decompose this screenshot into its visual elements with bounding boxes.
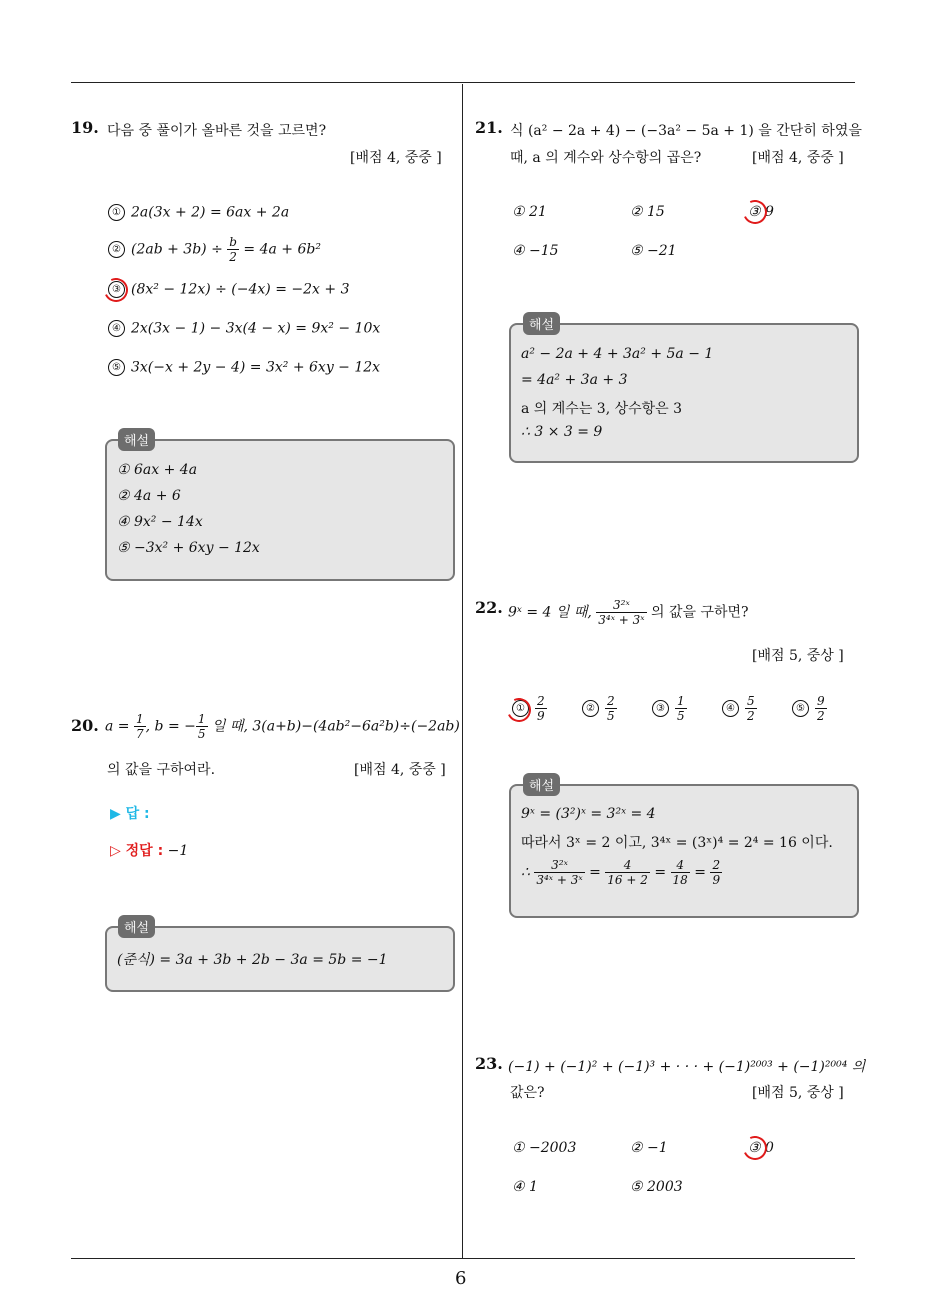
fraction: $\frac{1}{7}$ [135, 712, 144, 741]
q22-option-2[interactable]: ② $\frac{2}{5}$ [582, 694, 617, 723]
q19-option-2[interactable]: ② (2ab + 3b) ÷ $\frac{b}{2}$ = 4a + 6b² [108, 235, 321, 264]
q21-option-3[interactable]: ③ 9 [748, 204, 774, 220]
fraction: $\frac{1}{5}$ [197, 712, 206, 741]
q21-question-line1: 식 (a² − 2a + 4) − (−3a² − 5a + 1) 을 간단히 하였을 [510, 123, 862, 139]
q19-option-5[interactable]: ⑤ 3x(−x + 2y − 4) = 3x² + 6xy − 12x [108, 359, 380, 376]
q21-number: 21. [475, 118, 503, 137]
q20-score: [배점 4, 중중 ] [354, 762, 446, 778]
q21-solution-line: ∴ 3 × 3 = 9 [521, 424, 603, 440]
q21-option-5[interactable]: ⑤ −21 [630, 243, 677, 259]
q23-option-3[interactable]: ③ 0 [748, 1140, 774, 1156]
q21-question-line2: 때, a 의 계수와 상수항의 곱은? [510, 150, 702, 166]
q19-score: [배점 4, 중중 ] [350, 150, 442, 166]
top-rule [71, 82, 855, 83]
q23-question-line1: (−1) + (−1)² + (−1)³ + · · · + (−1)²⁰⁰³ + (−1)²⁰⁰⁴ 의 [508, 1059, 866, 1075]
q20-solution-line: (준식) = 3a + 3b + 2b − 3a = 5b = −1 [117, 952, 388, 968]
q20-correct-answer: ▷ 정답 : −1 [110, 843, 189, 859]
q21-solution-tag: 해설 [523, 312, 560, 335]
q19-option-4[interactable]: ④ 2x(3x − 1) − 3x(4 − x) = 9x² − 10x [108, 320, 380, 337]
fraction: $\frac{\text{3²ˣ}}{\text{3⁴ˣ + 3ˣ}}$ [598, 598, 645, 627]
q20-question: a = $\frac{1}{7}$ , b = − $\frac{1}{5}$ 일 때, 3(a+b)−(4ab²−6a²b)÷(−2ab) [105, 712, 460, 741]
q21-solution-line: a² − 2a + 4 + 3a² + 5a − 1 [521, 346, 714, 362]
q21-score: [배점 4, 중중 ] [752, 150, 844, 166]
column-divider [462, 84, 463, 1259]
q21-solution-box [509, 323, 859, 463]
option-mark: ④ [108, 320, 125, 337]
q20-number: 20. [71, 716, 99, 735]
q21-solution-line: a 의 계수는 3, 상수항은 3 [521, 401, 683, 417]
q19-number: 19. [71, 118, 99, 137]
q19-solution-tag: 해설 [118, 428, 155, 451]
q21-option-1[interactable]: ① 21 [512, 204, 547, 220]
fraction: $\frac{b}{2}$ [229, 235, 237, 264]
q19-solution-line: ⑤ −3x² + 6xy − 12x [117, 540, 260, 556]
q23-number: 23. [475, 1054, 503, 1073]
q19-option-1[interactable]: ① 2a(3x + 2) = 6ax + 2a [108, 204, 289, 221]
q22-option-5[interactable]: ⑤ $\frac{9}{2}$ [792, 694, 827, 723]
q22-solution-tag: 해설 [523, 773, 560, 796]
q22-score: [배점 5, 중상 ] [752, 648, 844, 664]
q22-option-4[interactable]: ④ $\frac{5}{2}$ [722, 694, 757, 723]
q23-option-2[interactable]: ② −1 [630, 1140, 668, 1156]
q19-question: 다음 중 풀이가 올바른 것을 고르면? [107, 123, 327, 139]
answer-circle-mark [101, 275, 132, 306]
bottom-rule [71, 1258, 855, 1259]
q22-solution-line: 따라서 3ˣ = 2 이고, 3⁴ˣ = (3ˣ)⁴ = 2⁴ = 16 이다. [521, 835, 833, 851]
option-mark: ① [108, 204, 125, 221]
q21-option-4[interactable]: ④ −15 [512, 243, 559, 259]
q19-solution-box [105, 439, 455, 581]
q23-score: [배점 5, 중상 ] [752, 1085, 844, 1101]
q22-option-3[interactable]: ③ $\frac{1}{5}$ [652, 694, 687, 723]
q19-solution-line: ② 4a + 6 [117, 488, 181, 504]
q19-solution-line: ① 6ax + 4a [117, 462, 198, 478]
option-mark: ③ [108, 281, 125, 298]
q21-solution-line: = 4a² + 3a + 3 [521, 372, 628, 388]
q22-solution-line: 9ˣ = (3²)ˣ = 3²ˣ = 4 [521, 806, 656, 822]
option-mark: ⑤ [108, 359, 125, 376]
q22-solution-line: ∴ $\frac{\text{3²ˣ}}{\text{3⁴ˣ + 3ˣ}}$ = $\frac{4}{16 + 2}$ = $\frac{4}{18}$ = $\frac{2}{9}$ [521, 858, 721, 887]
q22-option-1[interactable]: ① $\frac{2}{9}$ [512, 694, 547, 723]
q20-solution-tag: 해설 [118, 915, 155, 938]
q23-question-line2: 값은? [510, 1085, 545, 1101]
answer-circle-mark [740, 1133, 771, 1164]
q23-option-5[interactable]: ⑤ 2003 [630, 1179, 683, 1195]
q23-option-4[interactable]: ④ 1 [512, 1179, 538, 1195]
q22-question: 9ˣ = 4 일 때, $\frac{\text{3²ˣ}}{\text{3⁴ˣ + 3ˣ}}$ 의 값을 구하면? [508, 598, 749, 627]
page-number: 6 [455, 1268, 467, 1289]
q19-solution-line: ④ 9x² − 14x [117, 514, 203, 530]
q20-question-line2: 의 값을 구하여라. [107, 762, 216, 778]
option-mark: ② [108, 241, 125, 258]
q20-answer-label[interactable]: ▶ 답 : [110, 806, 150, 822]
q21-option-2[interactable]: ② 15 [630, 204, 665, 220]
q23-option-1[interactable]: ① −2003 [512, 1140, 577, 1156]
answer-circle-mark [740, 197, 771, 228]
q22-number: 22. [475, 598, 503, 617]
q19-option-3[interactable]: ③ (8x² − 12x) ÷ (−4x) = −2x + 3 [108, 281, 349, 298]
